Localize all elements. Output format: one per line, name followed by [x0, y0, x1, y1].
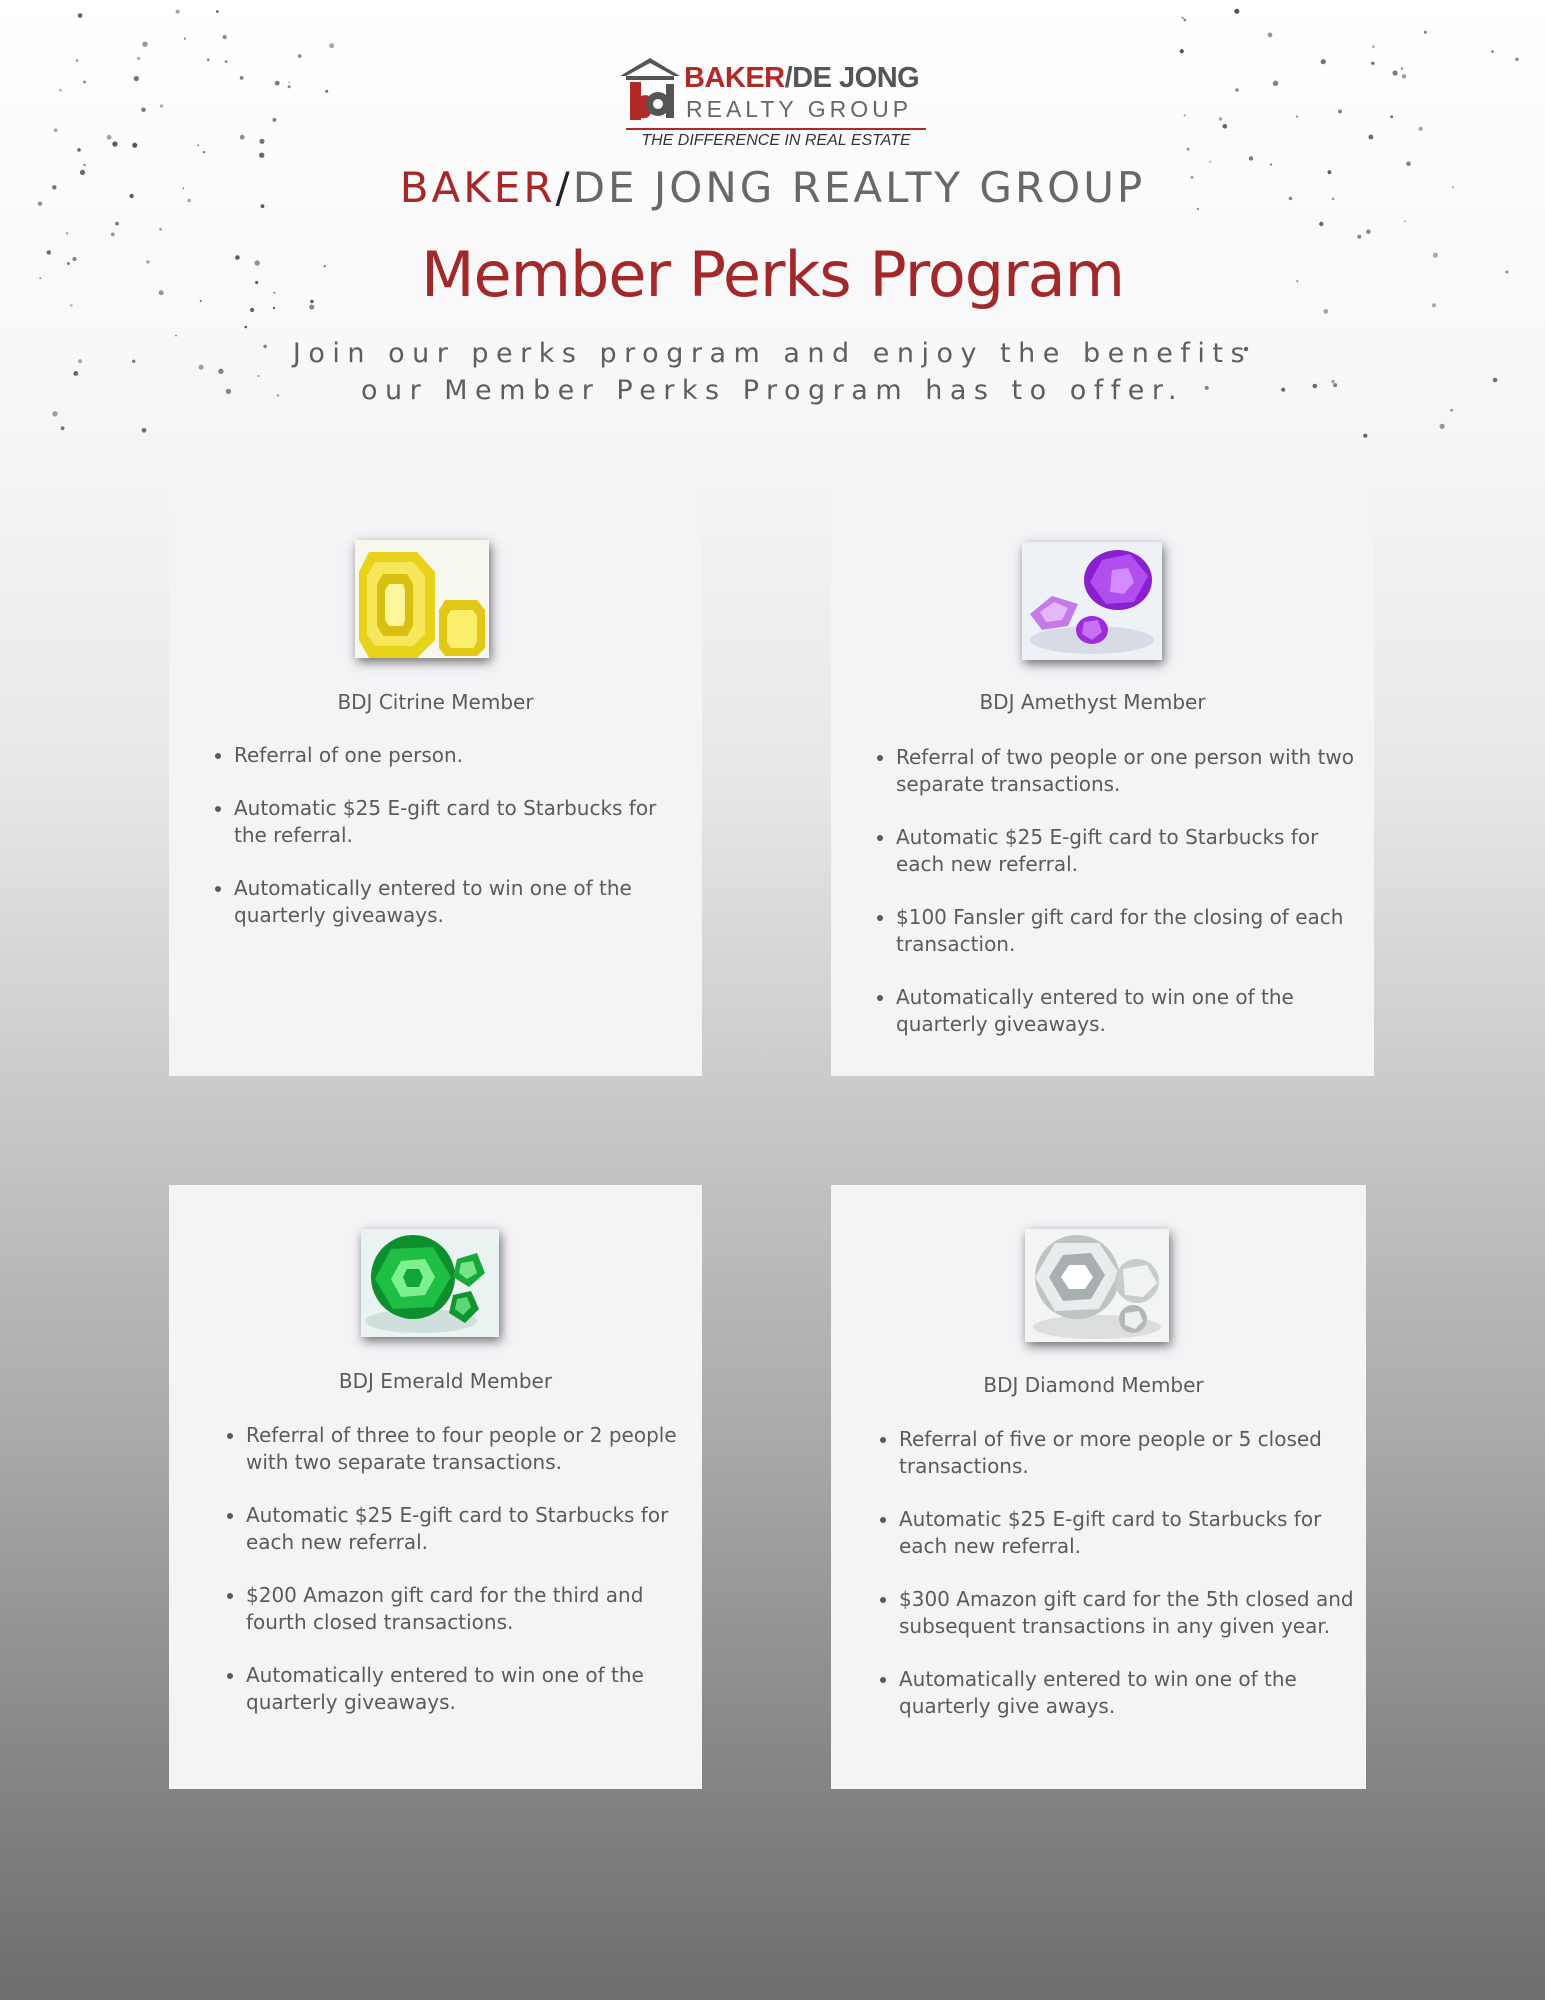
- emerald-gem-icon: [361, 1229, 499, 1337]
- perk-item: • Automatic $25 E-gift card to Starbucks for each new referral.: [896, 824, 1366, 878]
- perk-item: • $300 Amazon gift card for the 5th closed and subsequent transactions in any given year.: [899, 1586, 1359, 1640]
- perk-item: • Automatically entered to win one of the quarterly giveaways.: [234, 875, 694, 929]
- diamond-gem-icon: [1025, 1229, 1169, 1342]
- amethyst-gem-icon: [1022, 542, 1162, 660]
- perk-item: • Automatic $25 E-gift card to Starbucks for each new referral.: [246, 1502, 706, 1556]
- logo-divider: [626, 128, 926, 130]
- logo-tagline: THE DIFFERENCE IN REAL ESTATE: [641, 132, 911, 149]
- perk-item: • Referral of two people or one person with two separate transactions.: [896, 744, 1366, 798]
- perk-list: [206, 742, 694, 929]
- perk-item: • Automatically entered to win one of the quarterly giveaways.: [246, 1662, 706, 1716]
- perk-item: • $200 Amazon gift card for the third and fourth closed transactions.: [246, 1582, 706, 1636]
- logo-subtitle: REALTY GROUP: [686, 96, 913, 122]
- perk-item: • Referral of five or more people or 5 closed transactions.: [899, 1426, 1359, 1480]
- tier-name: BDJ Emerald Member: [338, 1369, 553, 1393]
- tier-card-amethyst: [831, 470, 1374, 1076]
- page-title: Member Perks Program: [420, 238, 1125, 311]
- perk-item: • Referral of one person.: [234, 742, 694, 769]
- perk-list: [871, 1426, 1359, 1720]
- perk-item: • Automatically entered to win one of the quarterly give aways.: [899, 1666, 1359, 1720]
- tier-name: BDJ Citrine Member: [337, 690, 534, 714]
- intro-line-2: our Member Perks Program has to offer.: [360, 375, 1185, 406]
- perk-item: • Automatic $25 E-gift card to Starbucks for each new referral.: [899, 1506, 1359, 1560]
- company-logo: [618, 56, 928, 156]
- tier-card-diamond: [831, 1185, 1366, 1789]
- citrine-gem-icon: [355, 540, 489, 658]
- house-bd-monogram-icon: [618, 56, 682, 126]
- perk-item: • Automatically entered to win one of the quarterly giveaways.: [896, 984, 1366, 1038]
- brand-heading: BAKER/DE JONG REALTY GROUP: [399, 163, 1146, 212]
- tier-name: BDJ Amethyst Member: [979, 690, 1206, 714]
- logo-wordmark: BAKER/DE JONG: [684, 62, 920, 94]
- perk-list: [868, 744, 1366, 1038]
- tier-card-emerald: [169, 1185, 702, 1789]
- perk-item: • Referral of three to four people or 2 people with two separate transactions.: [246, 1422, 706, 1476]
- tier-card-citrine: [169, 470, 702, 1076]
- perk-item: • Automatic $25 E-gift card to Starbucks for the referral.: [234, 795, 694, 849]
- perk-item: • $100 Fansler gift card for the closing of each transaction.: [896, 904, 1366, 958]
- perk-list: [218, 1422, 706, 1716]
- intro-line-1: Join our perks program and enjoy the benefits: [292, 338, 1253, 369]
- intro-text: [0, 335, 1545, 409]
- tier-name: BDJ Diamond Member: [983, 1373, 1204, 1397]
